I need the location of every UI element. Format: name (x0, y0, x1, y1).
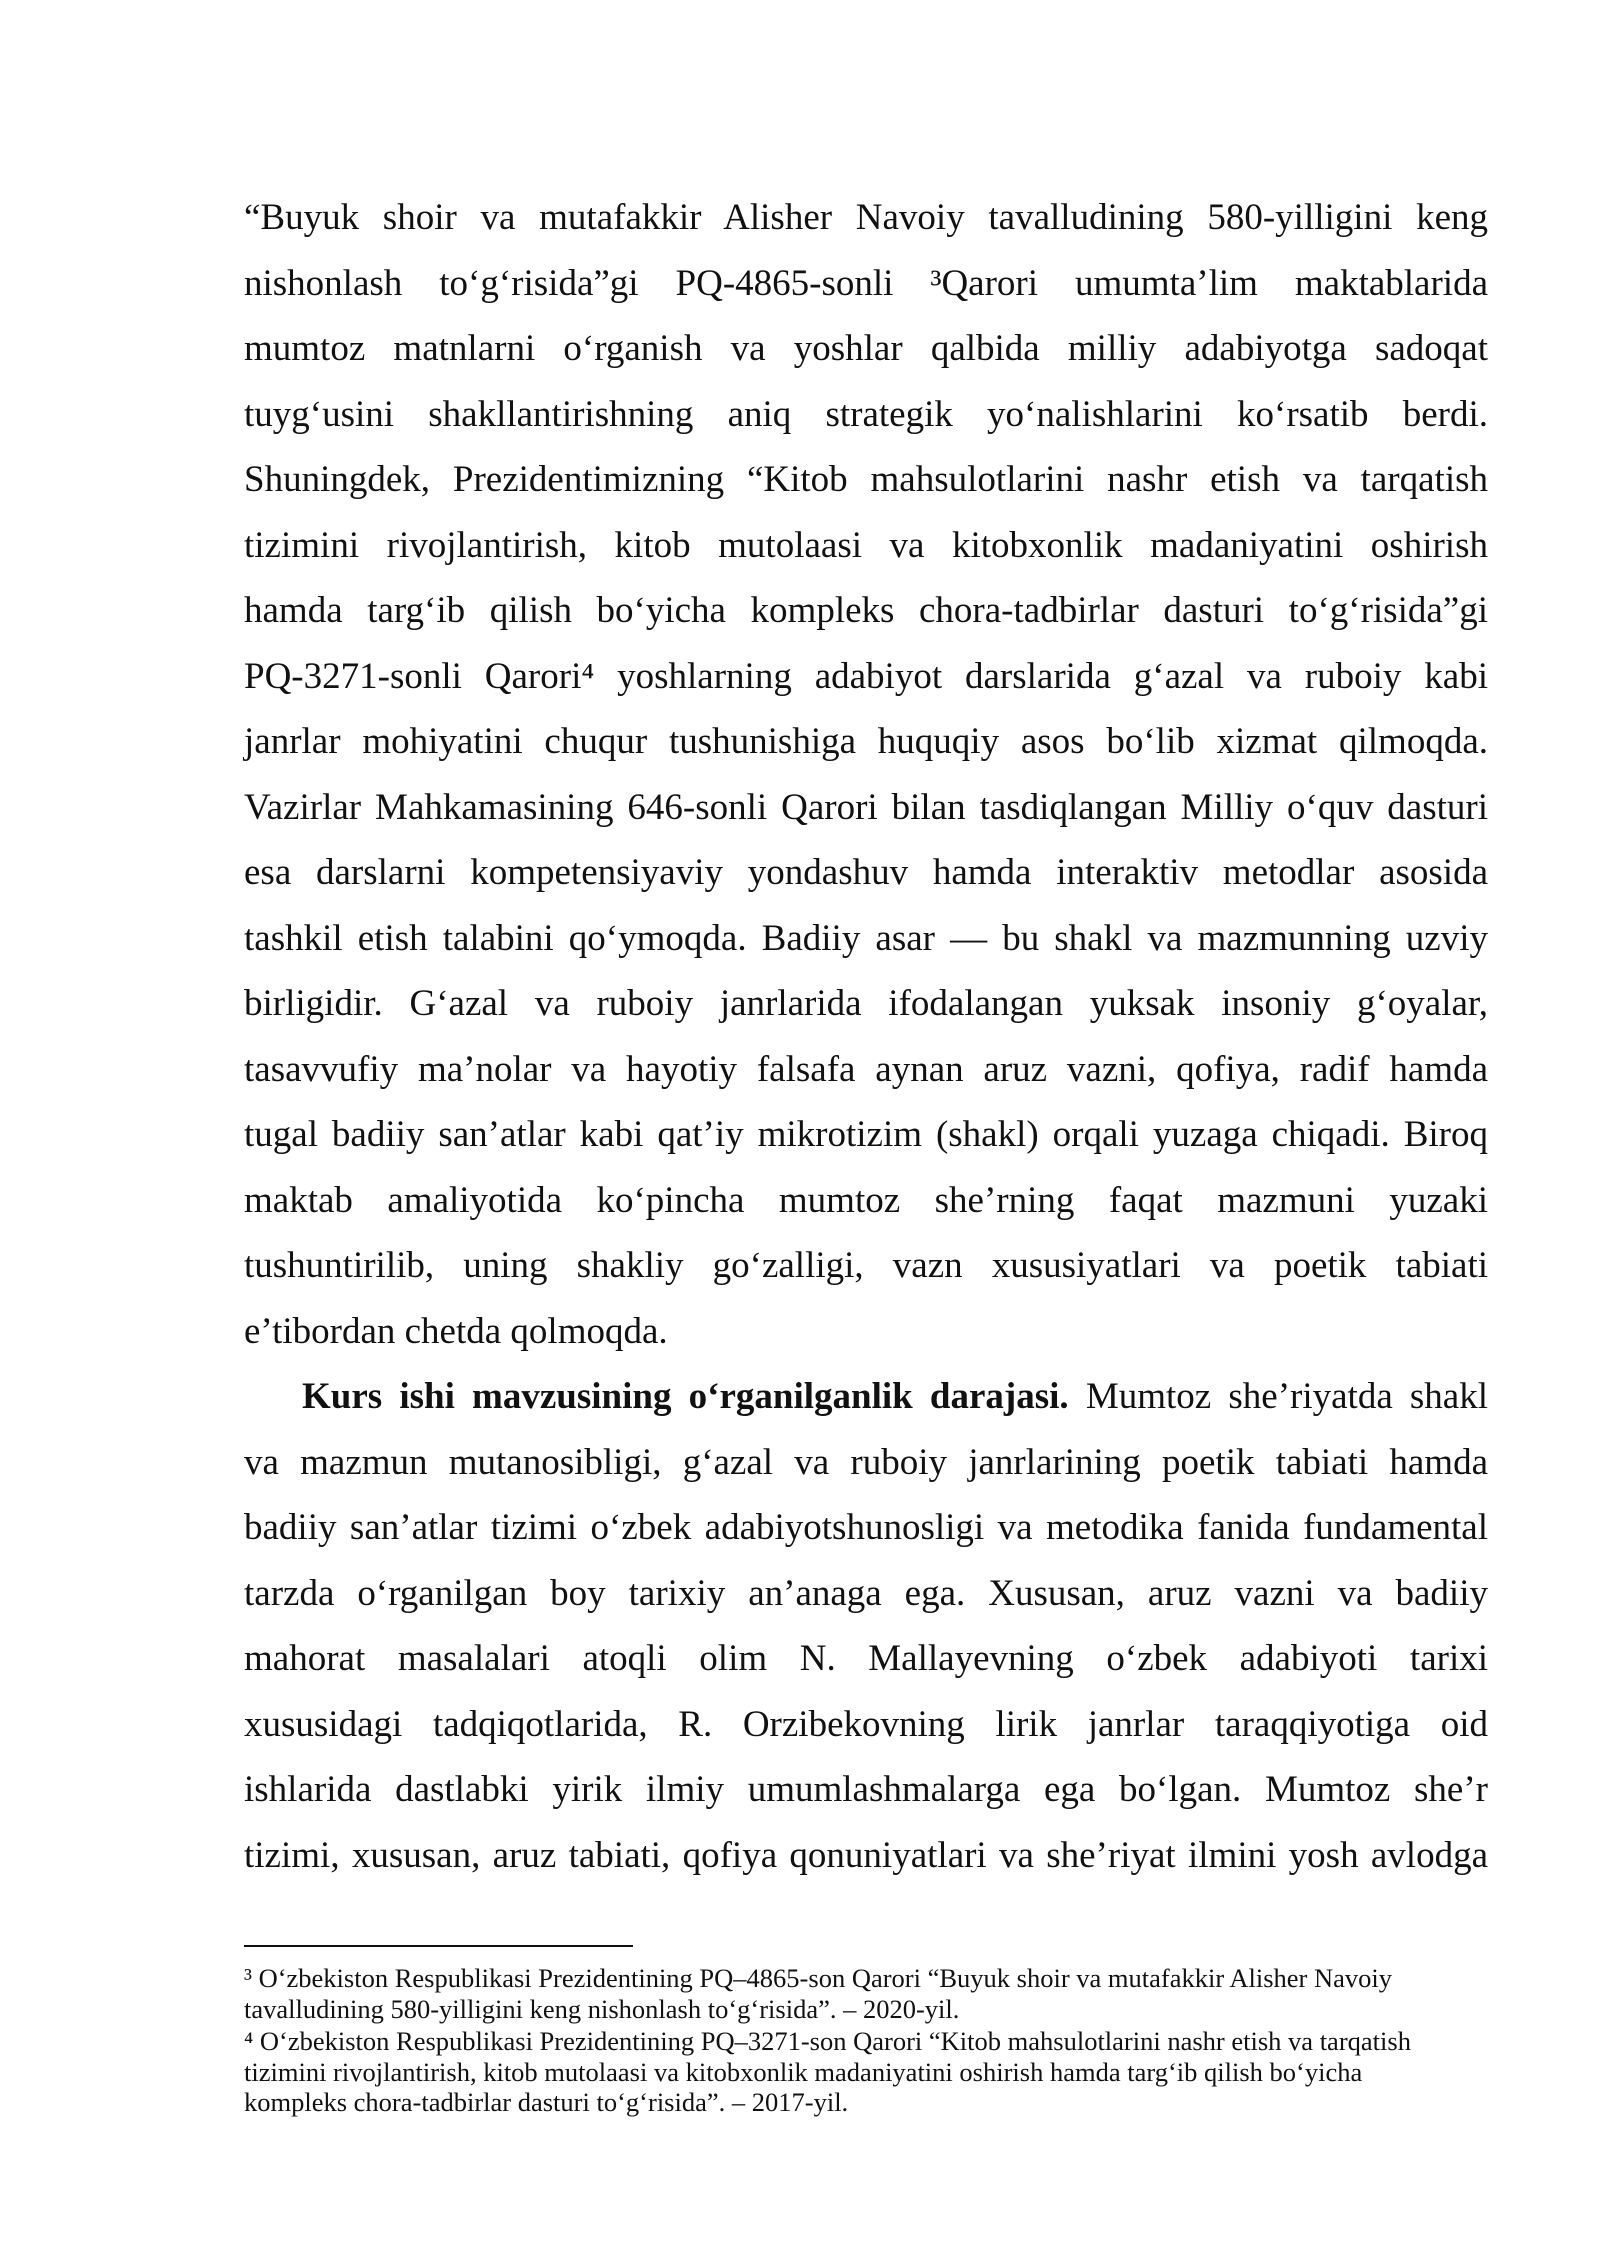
text-line: “Buyuk shoir va mutafakkir Alisher Navoiy tavalludining 580-yilligini keng (244, 197, 1488, 238)
text-line: mumtoz matnlarni o‘rganish va yoshlar qalbida milliy adabiyotga sadoqat (244, 328, 1488, 369)
text-line: tugal badiiy san’atlar kabi qat’iy mikrotizim (shakl) orqali yuzaga chiqadi. Biroq (244, 1114, 1488, 1155)
text-line: Vazirlar Mahkamasining 646-sonli Qarori bilan tasdiqlangan Milliy o‘quv dasturi (244, 786, 1488, 828)
footnote (244, 2026, 1488, 2118)
footnotes (244, 1963, 1488, 2118)
text-line: hamda targ‘ib qilish bo‘yicha kompleks chora-tadbirlar dasturi to‘g‘risida”gi (244, 590, 1488, 631)
body-paragraph (244, 185, 1488, 1364)
text-line: maktab amaliyotida ko‘pincha mumtoz she’rning faqat mazmuni yuzaki (244, 1179, 1488, 1221)
text-line: tarzda o‘rganilgan boy tarixiy an’anaga ega. Xususan, aruz vazni va badiiy (244, 1572, 1488, 1614)
text-line: nishonlash to‘g‘risida”gi PQ-4865-sonli ³Qarori umumta’lim maktablarida (244, 262, 1488, 304)
body-paragraph (244, 1364, 1488, 1888)
footnote-line: tavalludining 580-yilligini keng nishonlash to‘g‘risida”. – 2020-yil. (244, 1993, 960, 2024)
text-run: Mumtoz she’riyatda shakl (1085, 1376, 1489, 1417)
text-line: tushuntirilib, uning shakliy go‘zalligi, vazn xususiyatlari va poetik tabiati (244, 1245, 1488, 1286)
text-line: esa darslarni kompetensiyaviy yondashuv hamda interaktiv metodlar asosida (244, 852, 1488, 893)
text-line: badiiy san’atlar tizimi o‘zbek adabiyotshunosligi va metodika fanida fundamental (244, 1507, 1488, 1548)
text-line: mahorat masalalari atoqli olim N. Mallayevning o‘zbek adabiyoti tarixi (244, 1638, 1488, 1679)
text-line: tasavvufiy ma’nolar va hayotiy falsafa aynan aruz vazni, qofiya, radif hamda (244, 1048, 1488, 1090)
text-line: tuyg‘usini shakllantirishning aniq strategik yo‘nalishlarini ko‘rsatib berdi. (244, 393, 1488, 435)
footnote-line: kompleks chora-tadbirlar dasturi to‘g‘risida”. – 2017-yil. (244, 2087, 849, 2117)
text-line: PQ-3271-sonli Qarori⁴ yoshlarning adabiyot darslarida g‘azal va ruboiy kabi (244, 655, 1488, 697)
text-line: birligidir. G‘azal va ruboiy janrlarida ifodalangan yuksak insoniy g‘oyalar, (244, 983, 1488, 1024)
text-line: xususidagi tadqiqotlarida, R. Orzibekovning lirik janrlar taraqqiyotiga oid (244, 1703, 1488, 1745)
footnote-line: ⁴ O‘zbekiston Respublikasi Prezidentining PQ–3271-son Qarori “Kitob mahsulotlarini nashr etish va tarqatish (244, 2026, 1411, 2056)
text-line: tizimini rivojlantirish, kitob mutolaasi va kitobxonlik madaniyatini oshirish (244, 524, 1488, 566)
footnote-separator (244, 1945, 633, 1947)
text-line: tashkil etish talabini qo‘ymoqda. Badiiy asar — bu shakl va mazmunning uzviy (244, 917, 1488, 959)
text-line: tizimi, xususan, aruz tabiati, qofiya qonuniyatlari va she’riyat ilmini yosh avlodga (244, 1834, 1488, 1876)
footnote (244, 1963, 1488, 2024)
body-text (244, 185, 1488, 1888)
text-line: Shuningdek, Prezidentimizning “Kitob mahsulotlarini nashr etish va tarqatish (244, 459, 1488, 500)
text-line: janrlar mohiyatini chuqur tushunishiga huquqiy asos bo‘lib xizmat qilmoqda. (244, 721, 1488, 762)
text-line (244, 1364, 1488, 1430)
section-heading-inline: Kurs ishi mavzusining o‘rganilganlik darajasi. (302, 1376, 1069, 1417)
text-line: ishlarida dastlabki yirik ilmiy umumlashmalarga ega bo‘lgan. Mumtoz she’r (244, 1769, 1488, 1810)
text-line: e’tibordan chetda qolmoqda. (244, 1310, 668, 1352)
footnote-line: tizimini rivojlantirish, kitob mutolaasi va kitobxonlik madaniyatini oshirish hamda targ‘ib qilish bo‘yicha (244, 2056, 1363, 2087)
footnote-line: ³ O‘zbekiston Respublikasi Prezidentining PQ–4865-son Qarori “Buyuk shoir va mutafakkir Alisher Navoiy (244, 1963, 1393, 1993)
text-line: va mazmun mutanosibligi, g‘azal va ruboiy janrlarining poetik tabiati hamda (244, 1441, 1488, 1483)
